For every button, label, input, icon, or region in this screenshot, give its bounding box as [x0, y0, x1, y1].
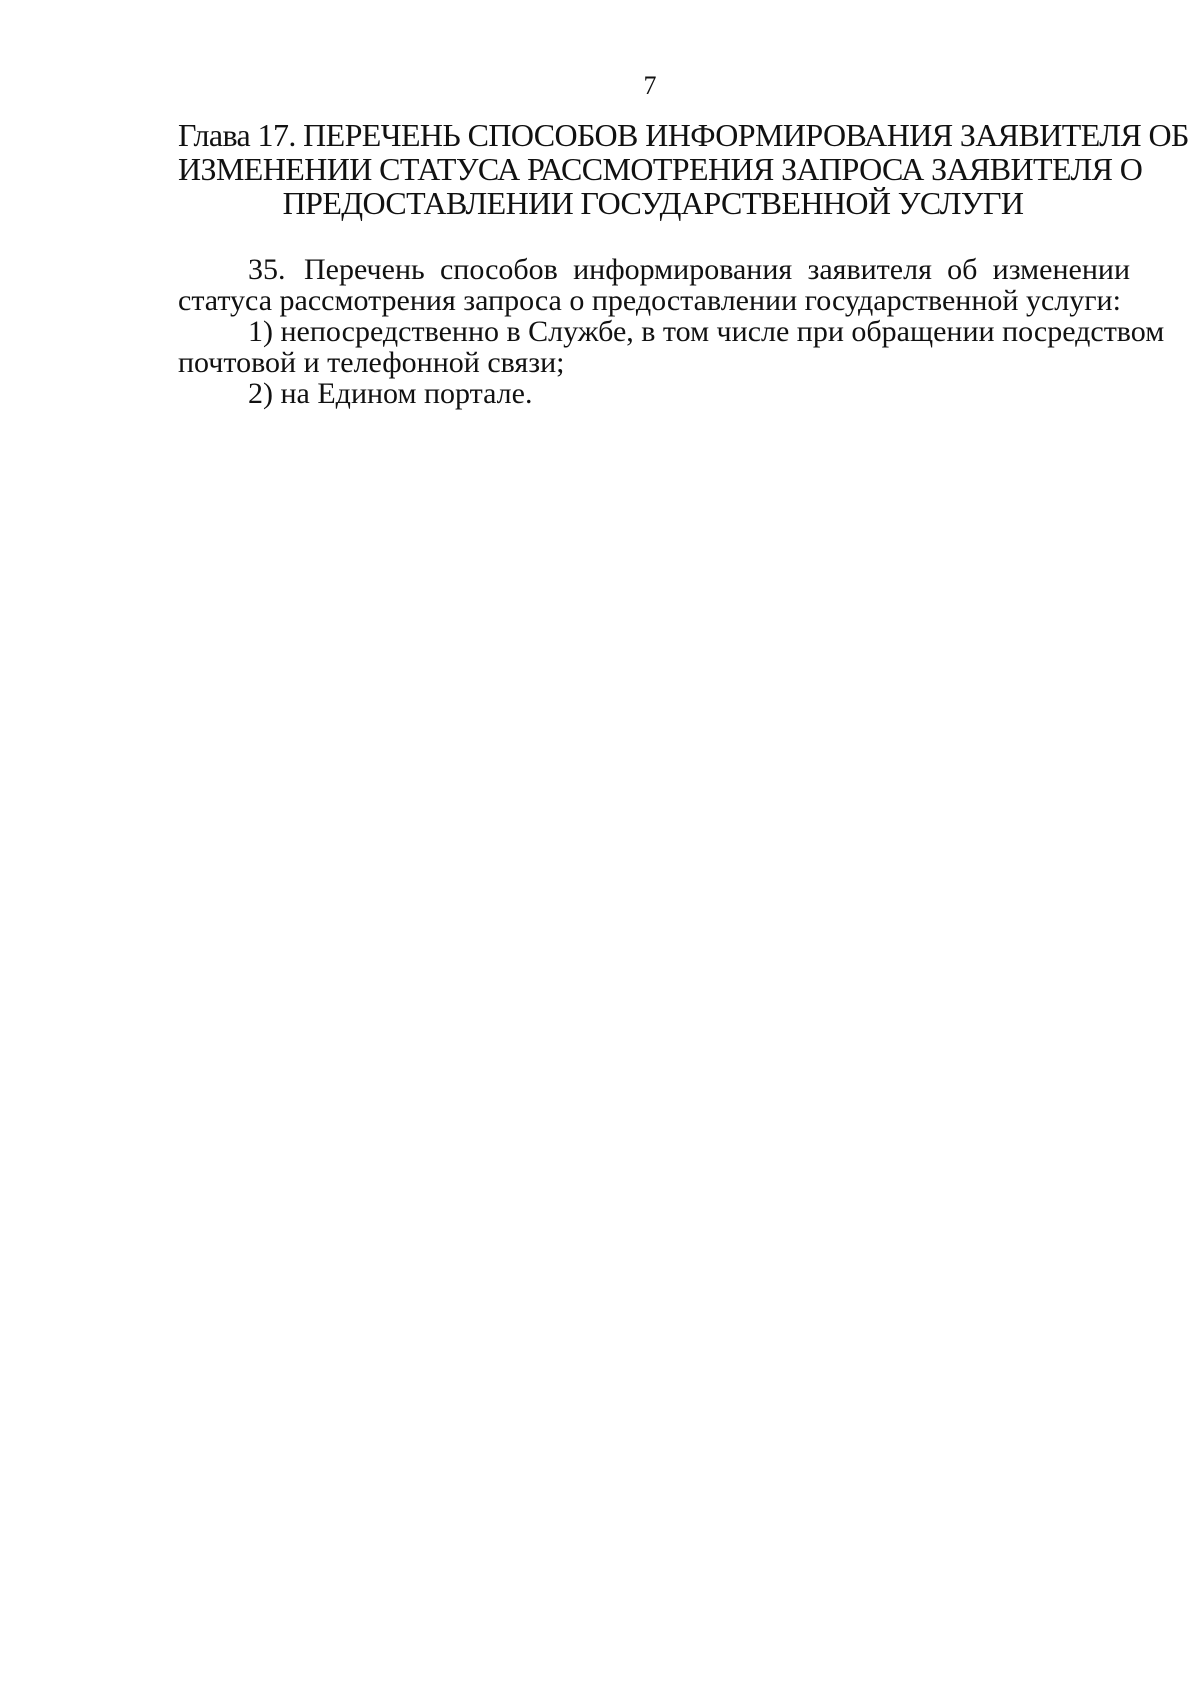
paragraph-35-line-1: Перечень способов информирования заявителя об изменении	[304, 253, 1130, 286]
chapter-title-line-2: ИЗМЕНЕНИИ СТАТУСА РАССМОТРЕНИЯ ЗАПРОСА ЗАЯВИТЕЛЯ О	[178, 151, 1143, 187]
chapter-title-line-3: ПРЕДОСТАВЛЕНИИ ГОСУДАРСТВЕННОЙ УСЛУГИ	[282, 185, 1024, 221]
chapter-title-line-1: Глава 17. ПЕРЕЧЕНЬ СПОСОБОВ ИНФОРМИРОВАНИЯ ЗАЯВИТЕЛЯ ОБ	[178, 117, 1189, 153]
list-item-1-line-2: почтовой и телефонной связи;	[178, 346, 565, 379]
paragraph-number: 35.	[248, 253, 286, 286]
list-item-1-line-1: 1) непосредственно в Службе, в том числе при обращении посредством	[248, 315, 1165, 348]
paragraph-35-line-2: статуса рассмотрения запроса о предоставлении государственной услуги:	[178, 284, 1121, 317]
paragraph-35	[178, 254, 1130, 316]
list-item-1	[178, 315, 1165, 379]
document-body	[178, 253, 1165, 410]
list-item-2	[178, 378, 1130, 409]
page-number: 7	[643, 71, 657, 100]
chapter-title	[178, 117, 1189, 221]
list-item-2-line-1: 2) на Едином портале.	[248, 377, 533, 410]
paragraph-35-first-line	[178, 254, 1130, 285]
